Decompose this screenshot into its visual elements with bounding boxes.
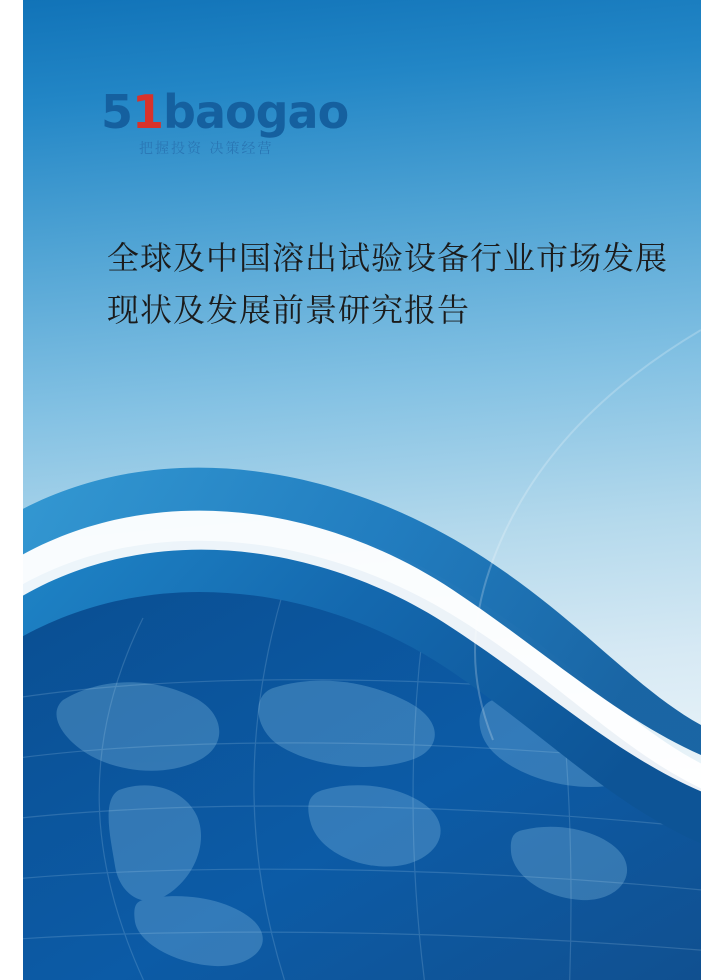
logo-digit-5: 5	[101, 85, 133, 139]
logo-tagline: 把握投资 决策经营	[139, 141, 274, 157]
cover-artwork	[23, 0, 701, 980]
logo	[101, 86, 401, 172]
logo-word: baogao	[163, 85, 349, 139]
page-title: 全球及中国溶出试验设备行业市场发展现状及发展前景研究报告	[107, 239, 669, 329]
logo-wordmark	[101, 86, 348, 138]
logo-digit-1: 1	[132, 85, 164, 139]
